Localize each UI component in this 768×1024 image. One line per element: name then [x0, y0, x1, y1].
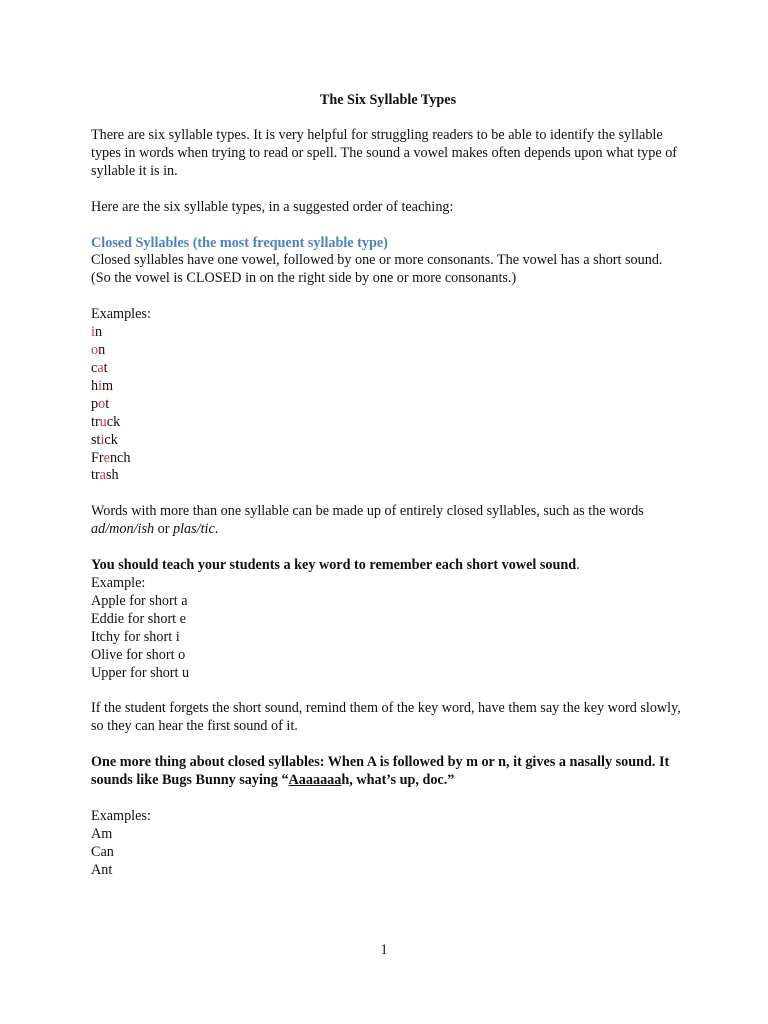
- key-word-instruction: You should teach your students a key word to remember each short vowel sound: [91, 557, 577, 574]
- example-word: [91, 467, 681, 485]
- key-word-paragraph: [91, 557, 681, 575]
- example-word-vowel: u: [99, 413, 107, 430]
- multi-example-1: ad/mon/ish: [91, 521, 155, 538]
- spacer: [91, 485, 681, 503]
- example-word-consonants-before: p: [91, 395, 99, 412]
- nasal-example-item: Am: [91, 826, 113, 842]
- closed-examples-list: [91, 324, 681, 485]
- example-word: [91, 342, 681, 360]
- key-example-item: Upper for short u: [91, 664, 190, 681]
- spacer: [91, 736, 681, 754]
- forget-paragraph: If the student forgets the short sound, remind them of the key word, have them say the key word slowly, so they can hear the first sound of it.: [91, 700, 681, 735]
- spacer: [91, 539, 681, 557]
- example-word-consonants-after: t: [103, 359, 108, 376]
- nasal-example-item: Can: [91, 843, 114, 860]
- example-word-consonants-after: ck: [106, 413, 121, 430]
- example-word-consonants-before: tr: [91, 467, 100, 484]
- page-number: 1: [380, 942, 388, 958]
- example-word-consonants-after: m: [102, 377, 114, 394]
- spacer: [91, 288, 681, 306]
- key-examples-list: [91, 593, 681, 683]
- example-word-vowel: a: [99, 467, 106, 484]
- example-word-consonants-after: sh: [105, 467, 119, 484]
- example-word-vowel: o: [91, 342, 99, 359]
- key-examples-label: Example:: [91, 575, 146, 592]
- example-word-consonants-after: t: [105, 395, 110, 412]
- example-word-vowel: i: [98, 377, 103, 394]
- examples-label: Examples:: [91, 306, 151, 323]
- multi-example-2: plas/tic: [172, 521, 215, 538]
- closed-syllables-heading: Closed Syllables (the most frequent syllable type): [91, 234, 388, 251]
- closed-syllables-description: Closed syllables have one vowel, followed by one or more consonants. The vowel has a short sound. (So the vowel is CLOSED in on the right side by one or more consonants.): [91, 252, 663, 287]
- spacer: [91, 682, 681, 700]
- nasal-paragraph: [91, 754, 681, 790]
- example-word-consonants-after: nch: [109, 449, 131, 466]
- key-word-end: .: [576, 557, 580, 574]
- example-word-consonants-after: n: [98, 342, 106, 359]
- example-word-vowel: i: [100, 431, 105, 448]
- spacer: [91, 217, 681, 235]
- example-word-consonants-before: h: [91, 377, 99, 394]
- document-page: [91, 92, 681, 880]
- example-word-consonants-after: n: [94, 324, 103, 341]
- nasal-examples-label: Examples:: [91, 808, 151, 825]
- nasal-text-end: h, what’s up, doc.”: [341, 772, 455, 789]
- example-word: [91, 396, 681, 414]
- multi-syllable-paragraph: [91, 503, 681, 539]
- example-word-consonants-after: ck: [104, 431, 118, 448]
- spacer: [91, 181, 681, 199]
- key-example-item: Eddie for short e: [91, 610, 186, 627]
- example-word-vowel: o: [98, 395, 106, 412]
- example-word: [91, 378, 681, 396]
- key-example-item: Olive for short o: [91, 646, 186, 663]
- example-word-consonants-before: tr: [91, 413, 100, 430]
- example-word-vowel: a: [97, 359, 104, 376]
- nasal-text-start: One more thing about closed syllables: When A is followed by m or n, it gives a nasally sound. It sounds like Bugs Bunny saying “: [91, 754, 670, 789]
- example-word: [91, 414, 681, 432]
- example-word: [91, 360, 681, 378]
- order-note: Here are the six syllable types, in a suggested order of teaching:: [91, 198, 454, 215]
- multi-syllable-text: Words with more than one syllable can be made up of entirely closed syllables, such as the words: [91, 503, 644, 520]
- nasal-example-item: Ant: [91, 861, 113, 878]
- example-word-vowel: e: [103, 449, 110, 466]
- example-word-consonants-before: c: [91, 359, 98, 376]
- multi-end: .: [214, 521, 219, 538]
- example-word: [91, 450, 681, 468]
- example-word-consonants-before: Fr: [91, 449, 104, 466]
- example-word: [91, 432, 681, 450]
- document-title: The Six Syllable Types: [319, 92, 457, 108]
- example-word-vowel: i: [91, 324, 95, 341]
- key-example-item: Apple for short a: [91, 592, 188, 609]
- spacer: [91, 790, 681, 808]
- key-example-item: Itchy for short i: [91, 628, 180, 645]
- multi-or: or: [154, 521, 173, 538]
- nasal-examples-list: [91, 826, 681, 880]
- nasal-underlined-word: Aaaaaaa: [288, 772, 342, 789]
- example-word: [91, 324, 681, 342]
- intro-paragraph: There are six syllable types. It is very helpful for struggling readers to be able to identify the syllable types in words when trying to read or spell. The sound a vowel makes often depends upon what type of syllable it is in.: [91, 126, 678, 179]
- example-word-consonants-before: st: [91, 431, 101, 448]
